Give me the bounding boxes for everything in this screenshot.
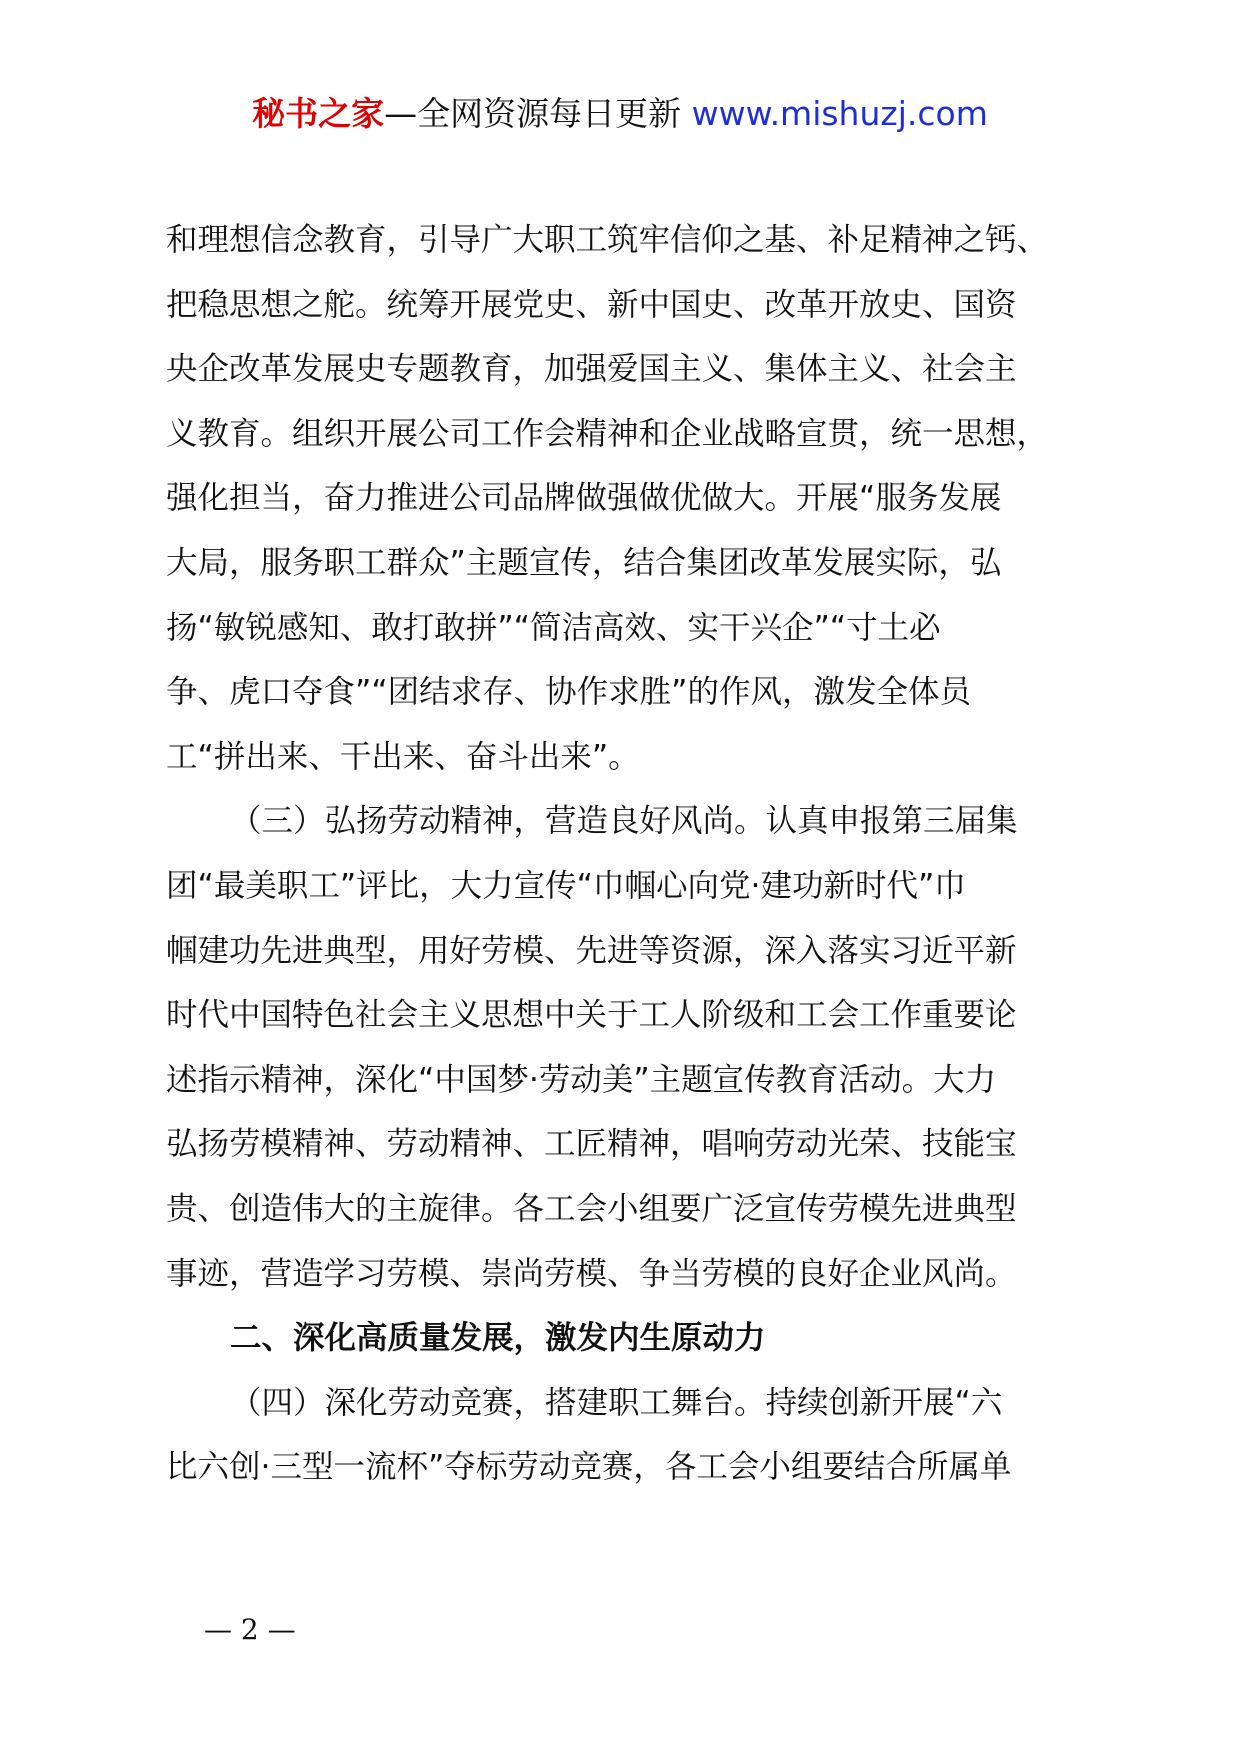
body-line: 事迹，营造学习劳模、崇尚劳模、争当劳模的良好企业风尚。 [166, 1255, 1017, 1292]
page-number: — 2 — [204, 1613, 296, 1646]
body-line: 扬“敏锐感知、敢打敢拼”“简洁高效、实干兴企”“寸土必 [166, 609, 941, 646]
section-heading: 二、深化高质量发展，激发内生原动力 [230, 1320, 766, 1357]
body-line: 强化担当，奋力推进公司品牌做强做优做大。开展“服务发展 [166, 480, 1002, 517]
paragraph-start-line: （四）深化劳动竞赛，搭建职工舞台。持续创新开展“六 [230, 1384, 1003, 1421]
body-line: 把稳思想之舵。统筹开展党史、新中国史、改革开放史、国资 [166, 286, 1017, 323]
paragraph-start-line: （三）弘扬劳动精神，营造良好风尚。认真申报第三届集 [230, 803, 1018, 840]
body-line: 弘扬劳模精神、劳动精神、工匠精神，唱响劳动光荣、技能宝 [166, 1126, 1017, 1163]
body-line: 帼建功先进典型，用好劳模、先进等资源，深入落实习近平新 [166, 932, 1017, 969]
body-line: 和理想信念教育，引导广大职工筑牢信仰之基、补足精神之钙、 [166, 222, 1049, 258]
body-line: 团“最美职工”评比，大力宣传“巾帼心向党·建功新时代”巾 [166, 867, 966, 904]
site-url-link[interactable]: www.mishuzj.com [691, 94, 988, 133]
body-line: 义教育。组织开展公司工作会精神和企业战略宣贯，统一思想， [166, 415, 1049, 452]
body-line: 贵、创造伟大的主旋律。各工会小组要广泛宣传劳模先进典型 [166, 1190, 1017, 1227]
brand-name: 秘书之家 [252, 94, 385, 133]
body-line: 争、虎口夺食”“团结求存、协作求胜”的作风，激发全体员 [166, 674, 971, 711]
body-line: 述指示精神，深化“中国梦·劳动美”主题宣传教育活动。大力 [166, 1061, 997, 1098]
site-header [0, 94, 1240, 134]
body-line: 工“拼出来、干出来、奋斗出来”。 [166, 738, 640, 775]
body-line: 时代中国特色社会主义思想中关于工人阶级和工会工作重要论 [166, 997, 1017, 1034]
body-line: 央企改革发展史专题教育，加强爱国主义、集体主义、社会主 [166, 351, 1017, 388]
body-line: 大局，服务职工群众”主题宣传，结合集团改革发展实际，弘 [166, 544, 1002, 581]
document-body [166, 208, 1126, 1500]
body-line: 比六创·三型一流杯”夺标劳动竞赛，各工会小组要结合所属单 [166, 1449, 1012, 1486]
header-tagline: —全网资源每日更新 [384, 94, 692, 133]
